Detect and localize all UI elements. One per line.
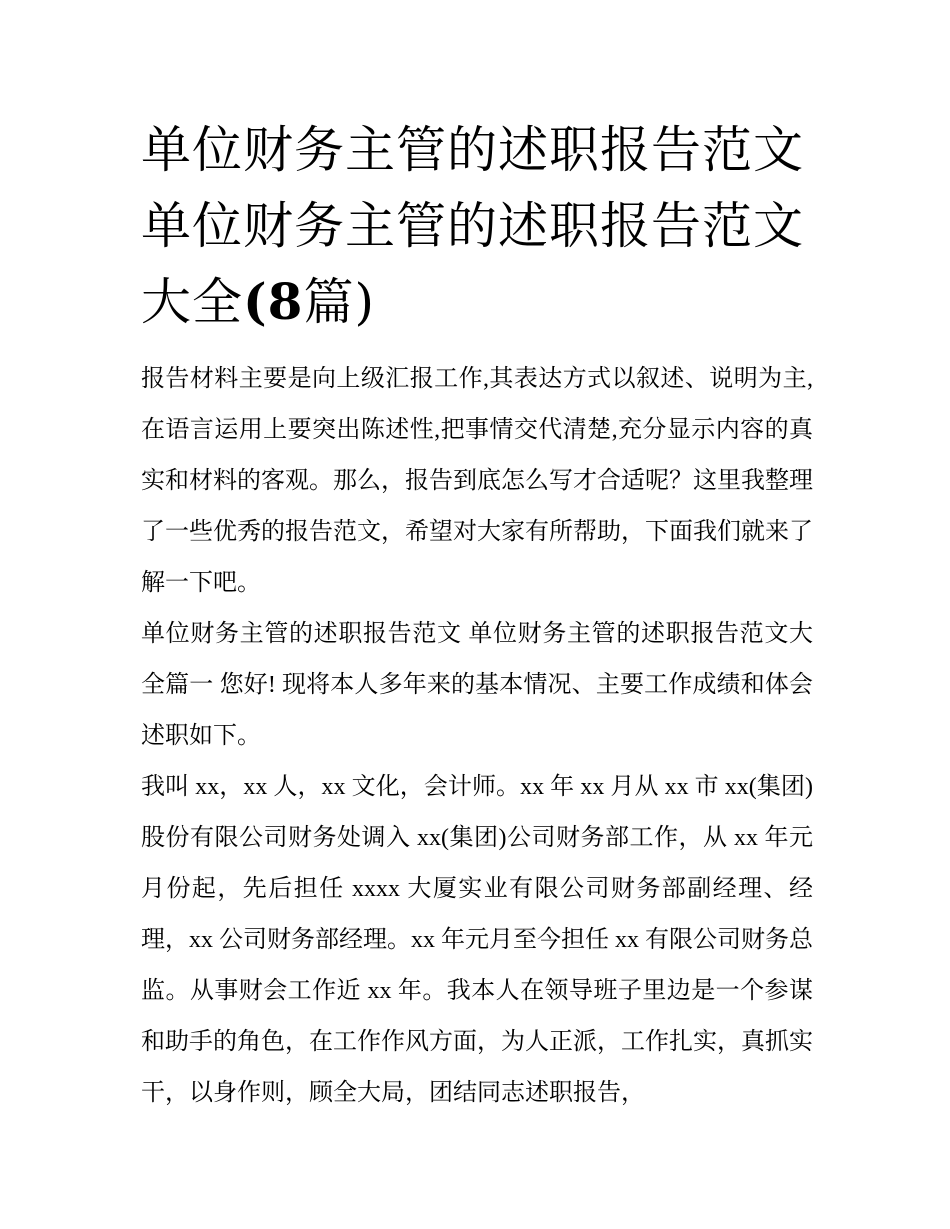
title-line-2: 单位财务主管的述职报告范文 xyxy=(141,197,804,255)
document-title xyxy=(141,112,813,340)
title-line-3-suffix: 篇) xyxy=(303,273,375,331)
paragraph-background: 我叫 xx，xx 人，xx 文化，会计师。xx 年 xx 月从 xx 市 xx(集团)股份有限公司财务处调入 xx(集团)公司财务部工作，从 xx 年元月份起，先后担任 xxxx 大厦实业有限公司财务部副经理、经理，xx 公司财务部经理。xx 年元月至今担任 xx 有限公司财务总监。从事财会工作近 xx 年。我本人在领导班子里边是一个参谋和助手的角色，在工作作风方面，为人正派，工作扎实，真抓实干，以身作则，顾全大局，团结同志述职报告， xyxy=(141,774,813,1106)
title-line-3-text: 大全 xyxy=(141,273,243,331)
title-line-3-count: (8 xyxy=(243,272,304,331)
paragraph-intro: 报告材料主要是向上级汇报工作,其表达方式以叙述、说明为主,在语言运用上要突出陈述性,把事情交代清楚,充分显示内容的真实和材料的客观。那么，报告到底怎么写才合适呢？这里我整理了一些优秀的报告范文，希望对大家有所帮助，下面我们就来了解一下吧。 xyxy=(141,366,813,596)
document-body xyxy=(141,112,813,1119)
title-line-1: 单位财务主管的述职报告范文 xyxy=(141,121,804,179)
title-line-3 xyxy=(141,264,813,340)
paragraph-section-heading: 单位财务主管的述职报告范文 单位财务主管的述职报告范文大全篇一 您好! 现将本人多年来的基本情况、主要工作成绩和体会述职如下。 xyxy=(141,621,813,749)
